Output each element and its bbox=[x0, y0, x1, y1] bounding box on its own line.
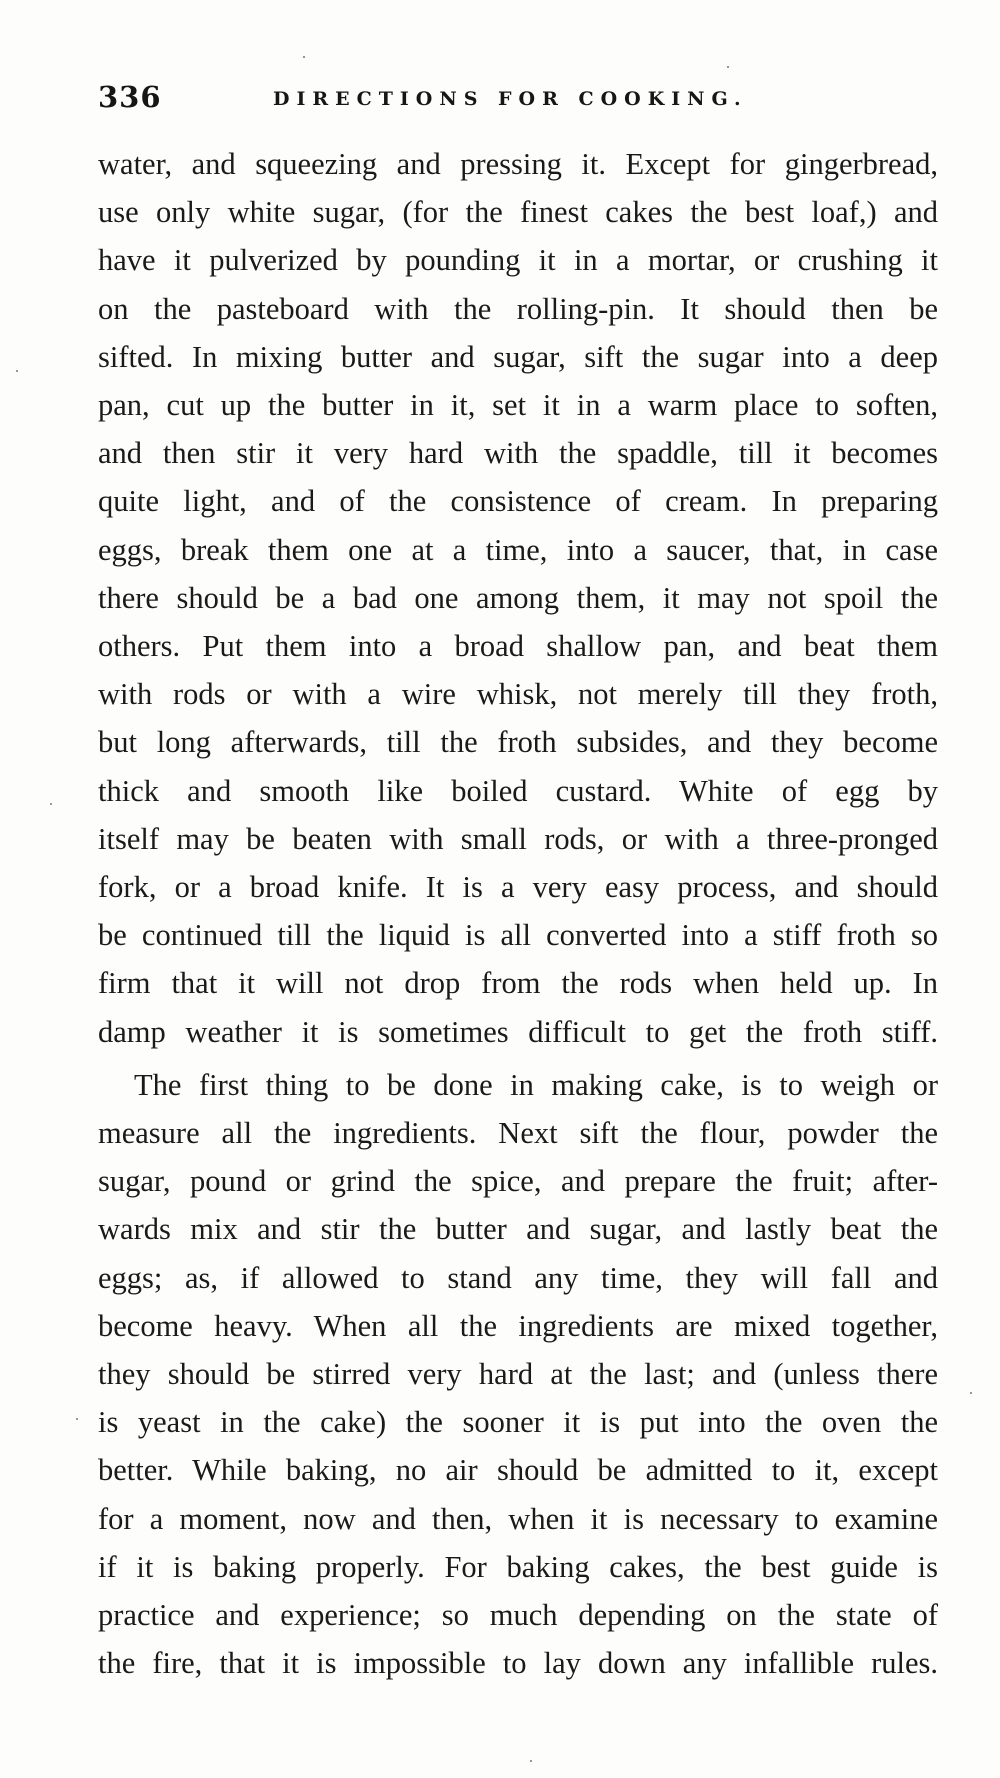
text-line: wards mix and stir the butter and sugar, and lastly beat the bbox=[98, 1212, 938, 1247]
text-line: be continued till the liquid is all converted into a stiff froth so bbox=[98, 918, 938, 953]
text-line: become heavy. When all the ingredients are mixed together, bbox=[98, 1308, 938, 1343]
text-line: better. While baking, no air should be admitted to it, except bbox=[98, 1453, 938, 1488]
text-line: thick and smooth like boiled custard. White of egg by bbox=[98, 773, 938, 808]
text-line: on the pasteboard with the rolling-pin. It should then be bbox=[98, 291, 938, 326]
text-line: use only white sugar, (for the finest cakes the best loaf,) and bbox=[98, 195, 938, 230]
paper-speck bbox=[727, 66, 729, 68]
text-line: others. Put them into a broad shallow pan, and beat them bbox=[98, 629, 938, 664]
paper-speck bbox=[76, 1418, 78, 1420]
page-number: 336 bbox=[98, 80, 162, 114]
text-line: the fire, that it is impossible to lay down any infallible rules. bbox=[98, 1646, 938, 1681]
text-line: with rods or with a wire whisk, not merely till they froth, bbox=[98, 677, 938, 712]
text-line: there should be a bad one among them, it may not spoil the bbox=[98, 580, 938, 615]
text-line: The first thing to be done in making cake, is to weigh or bbox=[134, 1067, 938, 1102]
text-line: have it pulverized by pounding it in a mortar, or crushing it bbox=[98, 243, 938, 278]
paper-speck bbox=[303, 56, 305, 58]
text-line: fork, or a broad knife. It is a very easy process, and should bbox=[98, 870, 938, 905]
paragraph-2 bbox=[98, 1061, 938, 1688]
text-line: quite light, and of the consistence of cream. In preparing bbox=[98, 484, 938, 519]
text-line: but long afterwards, till the froth subsides, and they become bbox=[98, 725, 938, 760]
text-line: measure all the ingredients. Next sift the flour, powder the bbox=[98, 1116, 938, 1151]
text-line: and then stir it very hard with the spaddle, till it becomes bbox=[98, 436, 938, 471]
text-line: practice and experience; so much depending on the state of bbox=[98, 1598, 938, 1633]
paragraph-1 bbox=[98, 140, 938, 1056]
text-line: firm that it will not drop from the rods when held up. In bbox=[98, 966, 938, 1001]
page-header bbox=[98, 80, 938, 130]
paper-speck bbox=[16, 370, 18, 372]
paper-speck bbox=[50, 803, 52, 805]
text-line: for a moment, now and then, when it is necessary to examine bbox=[98, 1501, 938, 1536]
paper-speck bbox=[970, 1392, 972, 1394]
text-line: pan, cut up the butter in it, set it in a warm place to soften, bbox=[98, 388, 938, 423]
text-line: water, and squeezing and pressing it. Except for gingerbread, bbox=[98, 147, 938, 181]
body-text bbox=[98, 140, 938, 1688]
text-line: if it is baking properly. For baking cakes, the best guide is bbox=[98, 1549, 938, 1584]
text-line: damp weather it is sometimes difficult to get the froth stiff. bbox=[98, 1014, 938, 1049]
text-line: is yeast in the cake) the sooner it is put into the oven the bbox=[98, 1405, 938, 1440]
text-line: itself may be beaten with small rods, or with a three-pronged bbox=[98, 821, 938, 856]
text-line: sifted. In mixing butter and sugar, sift the sugar into a deep bbox=[98, 339, 938, 374]
text-line: eggs; as, if allowed to stand any time, they will fall and bbox=[98, 1260, 938, 1295]
paper-speck bbox=[530, 1760, 532, 1762]
text-line: sugar, pound or grind the spice, and prepare the fruit; after- bbox=[98, 1164, 938, 1199]
text-line: eggs, break them one at a time, into a saucer, that, in case bbox=[98, 532, 938, 567]
running-title: DIRECTIONS FOR COOKING. bbox=[273, 88, 748, 110]
text-line: they should be stirred very hard at the last; and (unless there bbox=[98, 1357, 938, 1392]
